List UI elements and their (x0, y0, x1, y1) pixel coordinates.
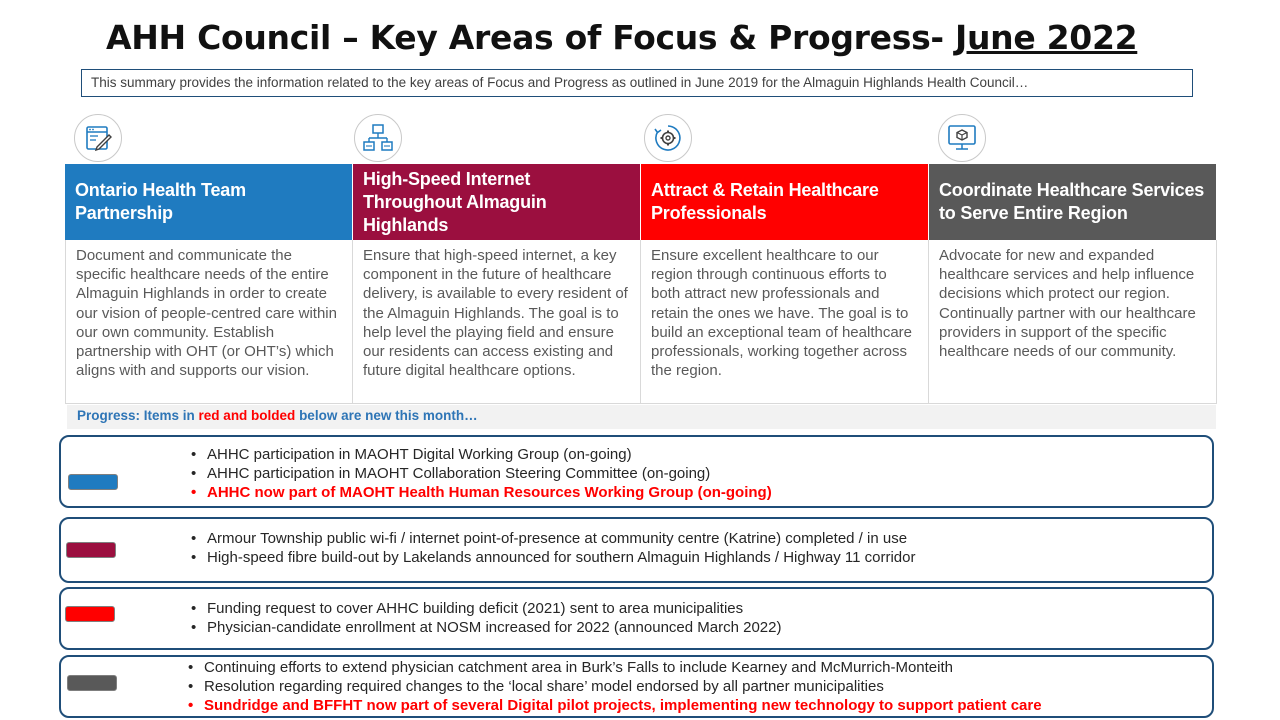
color-swatch-red (65, 606, 115, 622)
list-item: • High-speed fibre build-out by Lakelands announced for southern Almaguin Highlands / Highway 11 corridor (189, 548, 915, 567)
gear-cycle-icon (644, 114, 692, 162)
progress-prefix: Progress: Items in (77, 408, 199, 423)
list-item: • AHHC participation in MAOHT Digital Working Group (on-going) (189, 445, 772, 464)
column-header-oht: Ontario Health Team Partnership (65, 164, 352, 240)
list-item: • Physician-candidate enrollment at NOSM increased for 2022 (announced March 2022) (189, 618, 781, 637)
list-item: • Armour Township public wi-fi / internet point-of-presence at community centre (Katrine) completed / in use (189, 529, 915, 548)
column-header-professionals: Attract & Retain Healthcare Professionals (641, 164, 928, 240)
column-header-services: Coordinate Healthcare Services to Serve Entire Region (929, 164, 1216, 240)
list-item-new: • Sundridge and BFFHT now part of several Digital pilot projects, implementing new technology to support patient care (186, 696, 1042, 715)
title-date: June 2022 (955, 18, 1138, 57)
progress-list-oht (189, 445, 772, 503)
progress-suffix: below are new this month… (295, 408, 478, 423)
list-item: • Funding request to cover AHHC building deficit (2021) sent to area municipalities (189, 599, 781, 618)
network-servers-icon (354, 114, 402, 162)
progress-box-professionals (59, 587, 1214, 650)
column-body-services: Advocate for new and expanded healthcare services and help influence decisions which protect our region. Continually partner with our healthcare providers in support of the specific healthcare needs of our community. (929, 240, 1217, 404)
page-title (106, 18, 1166, 62)
progress-list-professionals (189, 599, 781, 637)
column-body-professionals: Ensure excellent healthcare to our region through continuous efforts to both attract new professionals and retain the ones we have. The goal is to build an exceptional team of healthcare professionals, working together across the region. (641, 240, 929, 404)
progress-list-internet (189, 529, 915, 567)
progress-highlight: red and bolded (198, 408, 296, 423)
color-swatch-maroon (66, 542, 116, 558)
document-pen-icon (74, 114, 122, 162)
title-main: AHH Council – Key Areas of Focus & Progress- (106, 18, 955, 57)
progress-box-internet (59, 517, 1214, 583)
list-item-new: • AHHC now part of MAOHT Health Human Resources Working Group (on-going) (189, 483, 772, 502)
progress-label (67, 405, 1216, 429)
progress-list-services (186, 658, 1042, 716)
monitor-cube-icon (938, 114, 986, 162)
list-item: • Resolution regarding required changes to the ‘local share’ model endorsed by all partner municipalities (186, 677, 1042, 696)
progress-box-oht (59, 435, 1214, 508)
column-body-oht: Document and communicate the specific healthcare needs of the entire Almaguin Highlands in order to create our vision of people-centred care within our own community. Establish partnership with OHT (or OHT’s) which aligns with and supports our vision. (65, 240, 353, 404)
summary-box: This summary provides the information related to the key areas of Focus and Progress as outlined in June 2019 for the Almaguin Highlands Health Council… (81, 69, 1193, 97)
column-body-internet: Ensure that high-speed internet, a key component in the future of healthcare delivery, is available to every resident of the Almaguin Highlands. The goal is to help level the playing field and ensure our residents can access existing and future digital healthcare options. (353, 240, 641, 404)
column-header-internet: High-Speed Internet Throughout Almaguin Highlands (353, 164, 640, 240)
list-item: • Continuing efforts to extend physician catchment area in Burk’s Falls to include Kearney and McMurrich-Monteith (186, 658, 1042, 677)
progress-box-services (59, 655, 1214, 718)
list-item: • AHHC participation in MAOHT Collaboration Steering Committee (on-going) (189, 464, 772, 483)
color-swatch-blue (68, 474, 118, 490)
color-swatch-gray (67, 675, 117, 691)
